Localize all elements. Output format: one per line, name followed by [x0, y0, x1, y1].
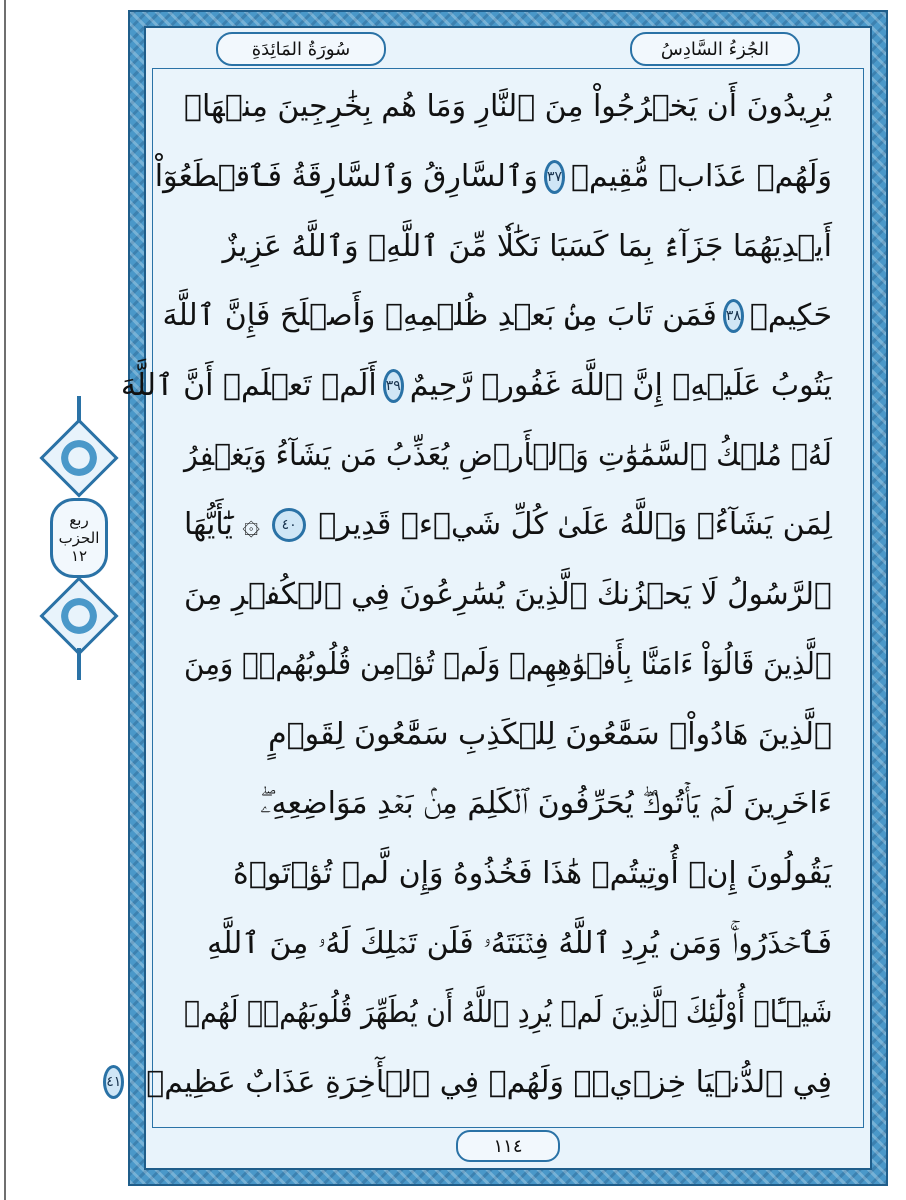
- line-text: شَيۡـًٔاۚ أُوْلَٰٓئِكَ ٱلَّذِينَ لَمۡ يُرِدِ ٱللَّهُ أَن يُطَهِّرَ قُلُوبَهُمۡۚ لَهُمۡ: [183, 995, 832, 1031]
- ayah-number-marker: ٣٩: [383, 369, 404, 403]
- page-number: ١١٤: [456, 1130, 560, 1162]
- line-text: لَهُۥ مُلۡكُ ٱلسَّمَٰوَٰتِ وَٱلۡأَرۡضِ يُعَذِّبُ مَن يَشَآءُ وَيَغۡفِرُ: [184, 437, 832, 473]
- verse-line: [184, 211, 832, 281]
- ayah-number-marker: ٤١: [103, 1065, 124, 1099]
- hizb-quarter: ربع: [69, 511, 89, 529]
- verse-line: [106, 1048, 832, 1118]
- frame-inner: [106, 26, 872, 1170]
- line-text: لِمَن يَشَآءُۗ وَٱللَّهُ عَلَىٰ كُلِّ شَيۡءٖ قَدِيرٞ: [318, 507, 832, 543]
- verse-line: [184, 839, 832, 909]
- line-text: ٱلَّذِينَ هَادُواْۛ سَمَّٰعُونَ لِلۡكَذِبِ سَمَّٰعُونَ لِقَوۡمٍ: [268, 716, 832, 752]
- verse-line: [184, 560, 832, 630]
- verse-line: [184, 490, 832, 560]
- line-text: حَكِيمٞ: [749, 298, 832, 334]
- line-text: يَقُولُونَ إِنۡ أُوتِيتُمۡ هَٰذَا فَخُذُوهُ وَإِن لَّمۡ تُؤۡتَوۡهُ: [232, 855, 832, 891]
- verse-line: [162, 281, 832, 351]
- verse-line: [184, 630, 832, 700]
- page-frame: [106, 10, 888, 1186]
- line-text: ءَاخَرِينَ لَمۡ يَأۡتُوكَۖ يُحَرِّفُونَ ٱلۡكَلِمَ مِنۢ بَعۡدِ مَوَاضِعِهِۦۖ: [260, 786, 832, 822]
- line-text: أَيۡدِيَهُمَا جَزَآءَۢ بِمَا كَسَبَا نَكَٰلٗا مِّنَ ٱللَّهِۗ وَٱللَّهُ عَزِيزٌ: [222, 228, 832, 264]
- juz-name-header: الجُزءُ السَّادِسُ: [630, 32, 800, 66]
- ayah-number-marker: ٣٧: [544, 160, 565, 194]
- surah-name-header: سُورَةُ المَائِدَةِ: [216, 32, 386, 66]
- ayah-number-marker: ٤٠: [272, 508, 306, 542]
- ornament-medallion-icon: [39, 576, 118, 655]
- verse-line: [184, 769, 832, 839]
- verse-block: [106, 72, 832, 1117]
- verse-line: [120, 351, 832, 421]
- hizb-marker: [44, 396, 114, 680]
- verse-line: [184, 978, 832, 1048]
- ayah-number-marker: ٣٨: [723, 299, 744, 333]
- line-text: فَمَن تَابَ مِنۢ بَعۡدِ ظُلۡمِهِۦ وَأَصۡلَحَ فَإِنَّ ٱللَّهَ: [162, 298, 717, 334]
- line-text: ۞ يَٰٓأَيُّهَا: [184, 507, 260, 543]
- line-text: وَٱلسَّارِقُ وَٱلسَّارِقَةُ فَٱقۡطَعُوٓاْ: [154, 159, 538, 195]
- verse-line: [184, 420, 832, 490]
- line-text: فِي ٱلدُّنۡيَا خِزۡيٞۖ وَلَهُمۡ فِي ٱلۡأٓخِرَةِ عَذَابٌ عَظِيمٞ: [146, 1064, 832, 1100]
- line-text: ٱلَّذِينَ قَالُوٓاْ ءَامَنَّا بِأَفۡوَٰهِهِمۡ وَلَمۡ تُؤۡمِن قُلُوبُهُمۡۛ وَمِنَ: [184, 646, 832, 682]
- verse-line: [184, 699, 832, 769]
- line-text: يَتُوبُ عَلَيۡهِۚ إِنَّ ٱللَّهَ غَفُورٞ رَّحِيمٌ: [409, 368, 832, 404]
- line-text: فَٱحۡذَرُواْۚ وَمَن يُرِدِ ٱللَّهُ فِتۡنَتَهُۥ فَلَن تَمۡلِكَ لَهُۥ مِنَ ٱللَّهِ: [207, 925, 832, 961]
- hizb-number: ١٢: [70, 547, 88, 565]
- ornament-medallion-icon: [39, 418, 118, 497]
- hizb-title: الحزب: [58, 529, 100, 547]
- line-text: ٱلرَّسُولُ لَا يَحۡزُنكَ ٱلَّذِينَ يُسَٰرِعُونَ فِي ٱلۡكُفۡرِ مِنَ: [184, 577, 832, 613]
- hizb-label: [50, 498, 108, 578]
- ornament-stem: [77, 648, 81, 680]
- page-edge-line: [4, 0, 6, 1200]
- line-text: يُرِيدُونَ أَن يَخۡرُجُواْ مِنَ ٱلنَّارِ وَمَا هُم بِخَٰرِجِينَ مِنۡهَاۖ: [184, 89, 832, 125]
- verse-line: [154, 142, 832, 212]
- line-text: وَلَهُمۡ عَذَابٞ مُّقِيمٞ: [571, 159, 832, 195]
- verse-line: [184, 908, 832, 978]
- line-text: أَلَمۡ تَعۡلَمۡ أَنَّ ٱللَّهَ: [120, 368, 377, 404]
- verse-line: [184, 72, 832, 142]
